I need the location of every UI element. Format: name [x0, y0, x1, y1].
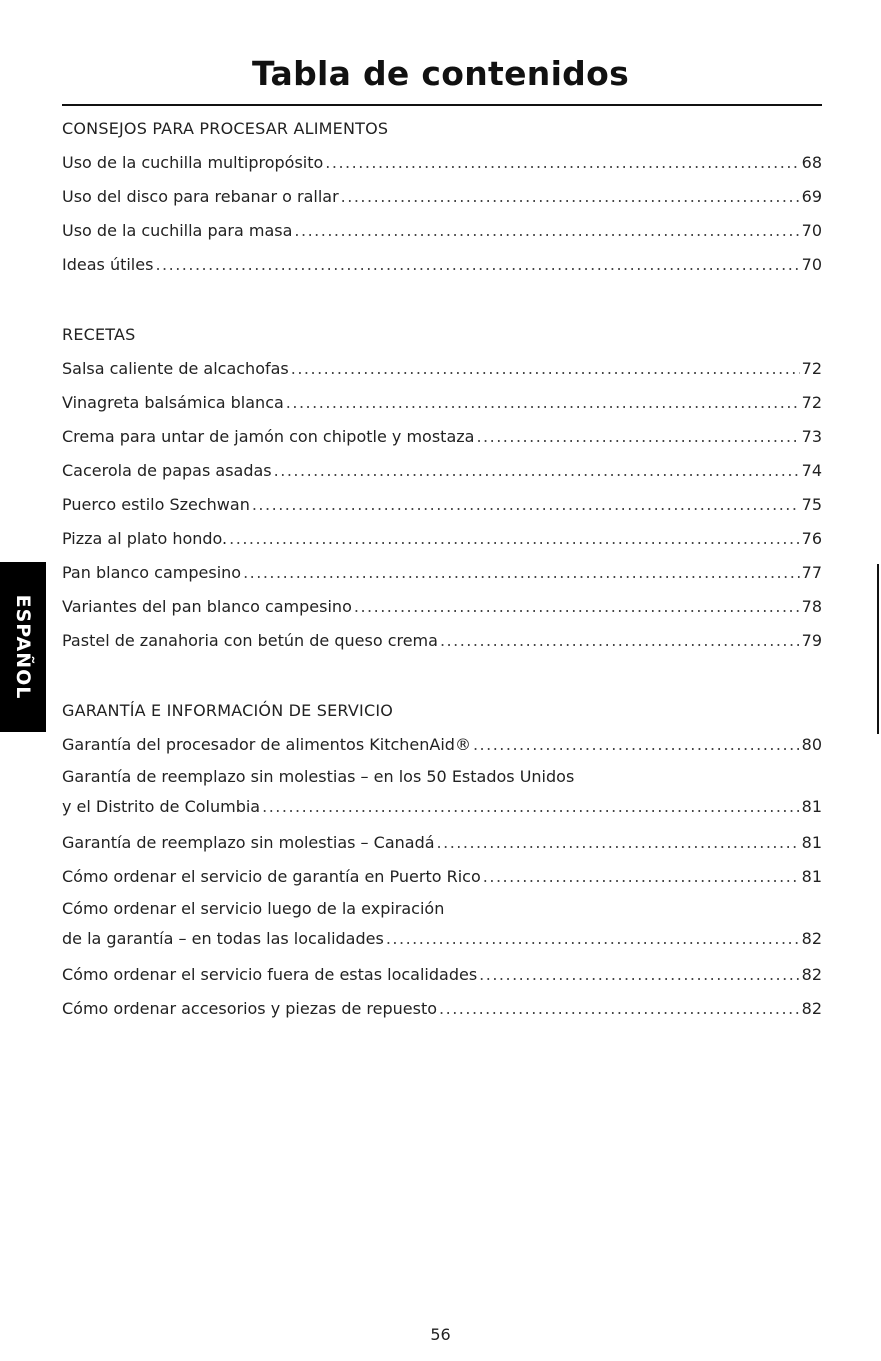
toc-entry-page: 70	[801, 255, 822, 274]
toc-entry[interactable]	[62, 352, 822, 386]
dot-leader	[274, 454, 800, 488]
dot-leader	[291, 352, 800, 386]
toc-entry-page: 69	[801, 187, 822, 206]
toc-entry-page: 80	[801, 735, 822, 754]
dot-leader	[437, 826, 800, 860]
toc-entry-label: Cacerola de papas asadas	[62, 461, 272, 480]
toc-entry-label: Variantes del pan blanco campesino	[62, 597, 352, 616]
toc-entry[interactable]	[62, 214, 822, 248]
toc-entry[interactable]	[62, 420, 822, 454]
toc-entry-page: 72	[801, 393, 822, 412]
dot-leader	[439, 992, 800, 1026]
toc-entry[interactable]	[62, 894, 822, 954]
toc-entry[interactable]	[62, 728, 822, 762]
toc-entry-label-line1: Cómo ordenar el servicio luego de la expiración	[62, 899, 445, 918]
toc-entry-page: 79	[801, 631, 822, 650]
language-side-tab	[0, 562, 46, 732]
page-number: 56	[430, 1325, 451, 1344]
dot-leader	[229, 522, 800, 556]
toc-entry[interactable]	[62, 958, 822, 992]
toc-entry-page: 68	[801, 153, 822, 172]
toc-entry-page: 73	[801, 427, 822, 446]
toc-entry-label: Pastel de zanahoria con betún de queso crema	[62, 631, 438, 650]
toc-entry-label: Uso de la cuchilla multipropósito	[62, 153, 324, 172]
dot-leader	[479, 958, 799, 992]
section-heading: GARANTÍA E INFORMACIÓN DE SERVICIO	[62, 701, 394, 720]
toc-entry-page: 78	[801, 597, 822, 616]
toc-entry-label: Cómo ordenar el servicio de garantía en Puerto Rico	[62, 867, 481, 886]
dot-leader	[252, 488, 800, 522]
toc-entry-page: 81	[801, 867, 822, 886]
toc-entry-label: Pizza al plato hondo.	[62, 529, 228, 548]
dot-leader	[286, 386, 800, 420]
toc-entry-page: 82	[801, 929, 822, 948]
dot-leader	[473, 728, 800, 762]
toc-entry-label: y el Distrito de Columbia	[62, 797, 261, 816]
dot-leader	[483, 860, 800, 894]
toc-entry[interactable]	[62, 992, 822, 1026]
toc-entry-page: 75	[801, 495, 822, 514]
toc-entry[interactable]	[62, 556, 822, 590]
toc-entry[interactable]	[62, 624, 822, 658]
toc-entry-page: 72	[801, 359, 822, 378]
toc-entry-label: Garantía de reemplazo sin molestias – Canadá	[62, 833, 435, 852]
dot-leader	[476, 420, 799, 454]
toc-entry[interactable]	[62, 180, 822, 214]
toc-entry-label: Puerco estilo Szechwan	[62, 495, 250, 514]
toc-section-warranty-service	[62, 694, 822, 1026]
toc-entry-page: 76	[801, 529, 822, 548]
toc-entry[interactable]	[62, 590, 822, 624]
title-divider	[62, 104, 822, 106]
toc-entry-label: Cómo ordenar accesorios y piezas de repuesto	[62, 999, 438, 1018]
dot-leader	[294, 214, 799, 248]
dot-leader	[325, 146, 799, 180]
toc-entry-label: de la garantía – en todas las localidades	[62, 929, 384, 948]
toc-entry[interactable]	[62, 386, 822, 420]
toc-entry[interactable]	[62, 248, 822, 282]
toc-entry-page: 74	[801, 461, 822, 480]
toc-entry-label: Uso de la cuchilla para masa	[62, 221, 293, 240]
dot-leader	[440, 624, 800, 658]
toc-entry[interactable]	[62, 826, 822, 860]
table-of-contents	[62, 112, 822, 1026]
toc-entry-page: 82	[801, 999, 822, 1018]
toc-entry-label: Ideas útiles	[62, 255, 154, 274]
side-tab-label: ESPAÑOL	[12, 594, 34, 700]
toc-entry-page: 82	[801, 965, 822, 984]
toc-entry[interactable]	[62, 488, 822, 522]
toc-section-recipes	[62, 318, 822, 658]
section-heading: RECETAS	[62, 325, 136, 344]
dot-leader	[341, 180, 800, 214]
dot-leader	[155, 248, 799, 282]
dot-leader	[354, 590, 800, 624]
toc-entry-label: Pan blanco campesino	[62, 563, 242, 582]
page-title: Tabla de contenidos	[251, 54, 630, 93]
toc-section-food-processing-tips	[62, 112, 822, 282]
dot-leader	[386, 924, 800, 954]
toc-entry-label: Garantía del procesador de alimentos KitchenAid®	[62, 735, 471, 754]
dot-leader	[262, 792, 800, 822]
toc-entry[interactable]	[62, 762, 822, 822]
toc-entry-page: 70	[801, 221, 822, 240]
toc-entry[interactable]	[62, 860, 822, 894]
toc-entry-page: 81	[801, 797, 822, 816]
toc-entry-label: Crema para untar de jamón con chipotle y mostaza	[62, 427, 475, 446]
toc-entry-label: Salsa caliente de alcachofas	[62, 359, 289, 378]
toc-entry[interactable]	[62, 454, 822, 488]
toc-entry-page: 77	[801, 563, 822, 582]
page-edge-line	[877, 564, 879, 734]
dot-leader	[243, 556, 800, 590]
toc-entry[interactable]	[62, 146, 822, 180]
toc-entry-label: Vinagreta balsámica blanca	[62, 393, 284, 412]
toc-entry[interactable]	[62, 522, 822, 556]
toc-entry-label: Cómo ordenar el servicio fuera de estas localidades	[62, 965, 478, 984]
toc-entry-label-line1: Garantía de reemplazo sin molestias – en los 50 Estados Unidos	[62, 767, 575, 786]
section-heading: CONSEJOS PARA PROCESAR ALIMENTOS	[62, 119, 389, 138]
toc-entry-page: 81	[801, 833, 822, 852]
toc-entry-label: Uso del disco para rebanar o rallar	[62, 187, 339, 206]
